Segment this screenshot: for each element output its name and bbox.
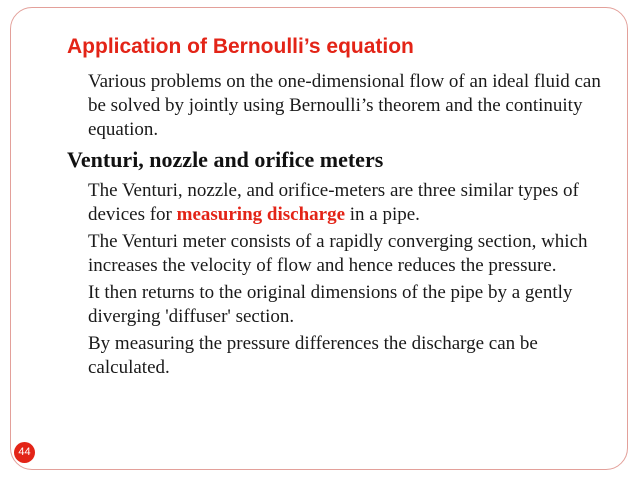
meter-bullet-list: [67, 179, 607, 380]
section-subheading: Venturi, nozzle and orifice meters: [67, 147, 384, 172]
bullet-text: It then returns to the original dimensions of the pipe by a gently diverging 'diffuser' section.: [88, 282, 573, 327]
bullet-item: [67, 70, 607, 142]
bullet-text: By measuring the pressure differences the discharge can be calculated.: [88, 333, 538, 378]
bullet-item: [67, 179, 607, 227]
bullet-text: Various problems on the one-dimensional flow of an ideal fluid can be solved by jointly using Bernoulli’s theorem and the continuity equation.: [88, 71, 601, 140]
bullet-item: [67, 230, 607, 278]
slide-title: Application of Bernoulli’s equation: [67, 35, 414, 58]
bullet-text: The Venturi, nozzle, and orifice-meters are three similar types of devices for: [88, 180, 579, 225]
bullet-item: [67, 332, 607, 380]
bullet-item: [67, 281, 607, 329]
page-number-badge: 44: [14, 442, 35, 463]
bullet-text: The Venturi meter consists of a rapidly converging section, which increases the velocity of flow and hence reduces the pressure.: [88, 231, 588, 276]
bullet-text: in a pipe.: [345, 204, 420, 225]
slide-content: [67, 70, 607, 383]
intro-bullet-list: [67, 70, 607, 142]
highlighted-term: measuring discharge: [176, 204, 345, 225]
